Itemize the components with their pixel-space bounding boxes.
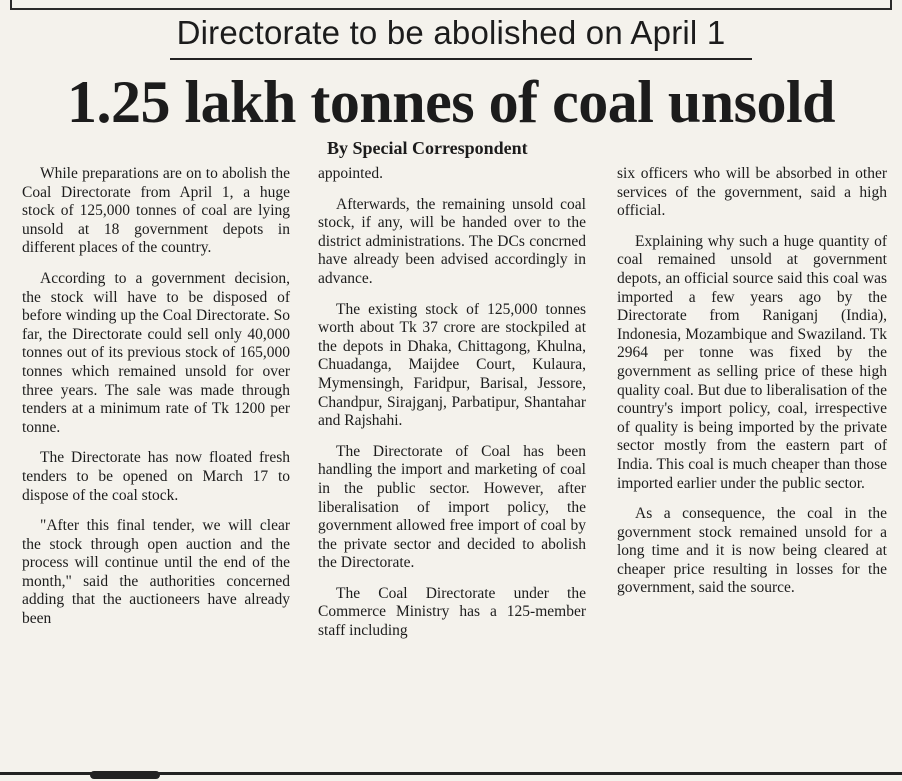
- paragraph: As a consequence, the coal in the government stock remained unsold for a long time and it is now being cleared at cheaper price resulting in losses for the government, said the source.: [617, 505, 887, 597]
- ink-blot: [90, 771, 160, 779]
- column-2: [318, 165, 586, 653]
- paragraph: According to a government decision, the stock will have to be disposed of before winding up the Coal Directorate. So far, the Directorate could sell only 40,000 tonnes out of its previous stock of 165,000 tonnes which remained unsold for over three years. The sale was made through tenders at a minimum rate of Tk 1200 per tonne.: [22, 269, 290, 436]
- paragraph: appointed.: [318, 165, 383, 182]
- main-headline: 1.25 lakh tonnes of coal unsold: [66, 69, 835, 135]
- paragraph: While preparations are on to abolish the Coal Directorate from April 1, a huge stock of 125,000 tonnes of coal are lying unsold at 18 government depots in different places of the country.: [22, 165, 290, 257]
- paragraph: "After this final tender, we will clear the stock through open auction and the process will continue until the end of the month," said the authorities concerned adding that the auctioneers have already been: [22, 517, 290, 628]
- kicker-headline: Directorate to be abolished on April 1: [176, 14, 726, 51]
- paragraph: Afterwards, the remaining unsold coal stock, if any, will be handed over to the district administrations. The DCs concrned have already been advised accordingly in advance.: [318, 195, 586, 287]
- column-3: [617, 165, 887, 610]
- column-1: [22, 165, 290, 641]
- top-frame-border: [10, 0, 892, 10]
- kicker-underline: [170, 58, 752, 60]
- paragraph: The Coal Directorate under the Commerce Ministry has a 125-member staff including: [318, 584, 586, 640]
- paragraph: The Directorate of Coal has been handling the import and marketing of coal in the public sector. However, after liberalisation of import policy, the government allowed free import of coal by the private sector and decided to abolish the Directorate.: [318, 442, 586, 572]
- paragraph: The existing stock of 125,000 tonnes worth about Tk 37 crore are stockpiled at the depots in Dhaka, Chittagong, Khulna, Chuadanga, Maijdee Court, Kulaura, Mymensingh, Faridpur, Barisal, Jessore, Chandpur, Sirajganj, Parbatipur, Shantahar and Rajshahi.: [318, 300, 586, 430]
- paragraph: Explaining why such a huge quantity of coal remained unsold at government depots, an official source said this coal was imported a few years ago by the Directorate from Raniganj (India), Indonesia, Mozambique and Swaziland. Tk 2964 per tonne was fixed by the government as selling price of these high quality coal. But due to liberalisation of the country's import policy, coal, irrespective of quality is being imported by the private sector mostly from the eastern part of India. This coal is much cheaper than those imported earlier under the public sector.: [617, 232, 887, 492]
- paragraph: The Directorate has now floated fresh tenders to be opened on March 17 to dispose of the coal stock.: [22, 449, 290, 504]
- byline: By Special Correspondent: [327, 138, 528, 158]
- paragraph: six officers who will be absorbed in other services of the government, said a high official.: [617, 165, 887, 220]
